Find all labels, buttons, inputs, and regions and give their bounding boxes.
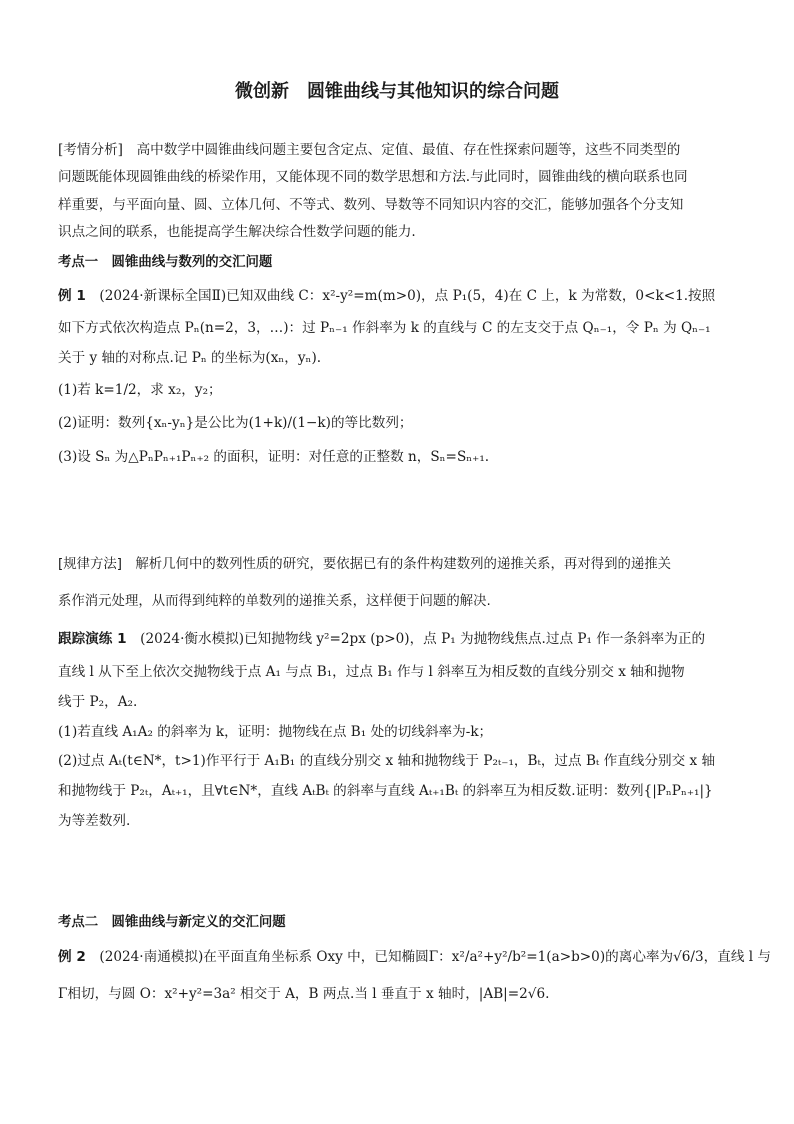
section-heading-1: 考点一 圆锥曲线与数列的交汇问题 bbox=[58, 255, 273, 270]
intro-tag: [考情分析] bbox=[58, 142, 123, 158]
intro-line-2: 问题既能体现圆锥曲线的桥梁作用，又能体现不同的数学思想和方法.与此同时，圆锥曲线的横向联系也同 bbox=[58, 169, 688, 185]
example1-line-2: 如下方式依次构造点 Pₙ(n=2，3，…)：过 Pₙ₋₁ 作斜率为 k 的直线与 C 的左支交于点 Qₙ₋₁，令 Pₙ 为 Qₙ₋₁ bbox=[58, 320, 711, 336]
section-heading-2: 考点二 圆锥曲线与新定义的交汇问题 bbox=[58, 915, 286, 930]
practice1-line-2: 直线 l 从下至上依次交抛物线于点 A₁ 与点 B₁，过点 B₁ 作与 l 斜率互为相反数的直线分别交 x 轴和抛物 bbox=[58, 664, 685, 680]
method-line-2: 系作消元处理，从而得到纯粹的单数列的递推关系，这样便于问题的解决. bbox=[58, 594, 491, 609]
example1-question-1: (1)若 k=1/2，求 x₂，y₂； bbox=[58, 382, 222, 398]
intro-line-3: 样重要，与平面向量、圆、立体几何、不等式、数列、导数等不同知识内容的交汇，能够加强各个分支知 bbox=[58, 197, 684, 213]
example1-label: 例 1 bbox=[58, 288, 86, 304]
practice1-question-1: (1)若直线 A₁A₂ 的斜率为 k，证明：抛物线在点 B₁ 处的切线斜率为-k； bbox=[58, 724, 493, 740]
example1-text-1: (2024·新课标全国Ⅱ)已知双曲线 C：x²-y²=m(m>0)，点 P₁(5，4)在 C 上，k 为常数，0<k<1.按照 bbox=[85, 288, 716, 304]
practice1-question-2c: 为等差数列. bbox=[58, 813, 131, 829]
practice1-question-2b: 和抛物线于 P₂ₜ，Aₜ₊₁，且∀t∈N*，直线 AₜBₜ 的斜率与直线 Aₜ₊₁Bₜ 的斜率互为相反数.证明：数列{|PₙPₙ₊₁|} bbox=[58, 783, 713, 799]
example1-line-3: 关于 y 轴的对称点.记 Pₙ 的坐标为(xₙ，yₙ). bbox=[58, 350, 322, 366]
practice1-line-3: 线于 P₂，A₂. bbox=[58, 694, 138, 710]
example1-question-2: (2)证明：数列{xₙ-yₙ}是公比为(1+k)/(1−k)的等比数列； bbox=[58, 415, 413, 431]
example2-line-2: Γ相切，与圆 O：x²+y²=3a² 相交于 A，B 两点.当 l 垂直于 x 轴时，|AB|=2√6. bbox=[58, 986, 550, 1002]
practice1-text-1: (2024·衡水模拟)已知抛物线 y²=2px (p>0)，点 P₁ 为抛物线焦点.过点 P₁ 作一条斜率为正的 bbox=[126, 631, 706, 647]
practice1-question-2a: (2)过点 Aₜ(t∈N*，t>1)作平行于 A₁B₁ 的直线分别交 x 轴和抛物线于 P₂ₜ₋₁，Bₜ，过点 Bₜ 作直线分别交 x 轴 bbox=[58, 753, 716, 769]
intro-line-1 bbox=[58, 140, 680, 160]
practice1-label: 跟踪演练 1 bbox=[58, 631, 127, 647]
example2-label: 例 2 bbox=[58, 949, 86, 965]
intro-line-4: 识点之间的联系，也能提高学生解决综合性数学问题的能力. bbox=[58, 224, 416, 240]
method-tag: [规律方法] bbox=[58, 557, 123, 572]
example1-question-3: (3)设 Sₙ 为△PₙPₙ₊₁Pₙ₊₂ 的面积，证明：对任意的正整数 n，Sₙ=Sₙ₊₁. bbox=[58, 449, 490, 465]
intro-text-1: 高中数学中圆锥曲线问题主要包含定点、定值、最值、存在性探索问题等，这些不同类型的 bbox=[122, 142, 681, 158]
method-line-1 bbox=[58, 555, 671, 575]
page-title: 微创新 圆锥曲线与其他知识的综合问题 bbox=[235, 81, 559, 102]
method-text-1: 解析几何中的数列性质的研究，要依据已有的条件构建数列的递推关系，再对得到的递推关 bbox=[122, 557, 672, 572]
example2-line-1 bbox=[58, 947, 771, 967]
practice1-line-1 bbox=[58, 629, 705, 649]
example1-line-1 bbox=[58, 286, 715, 306]
example2-text-1: (2024·南通模拟)在平面直角坐标系 Oxy 中，已知椭圆Γ：x²/a²+y²/b²=1(a>b>0)的离心率为√6/3，直线 l 与 bbox=[85, 949, 772, 965]
